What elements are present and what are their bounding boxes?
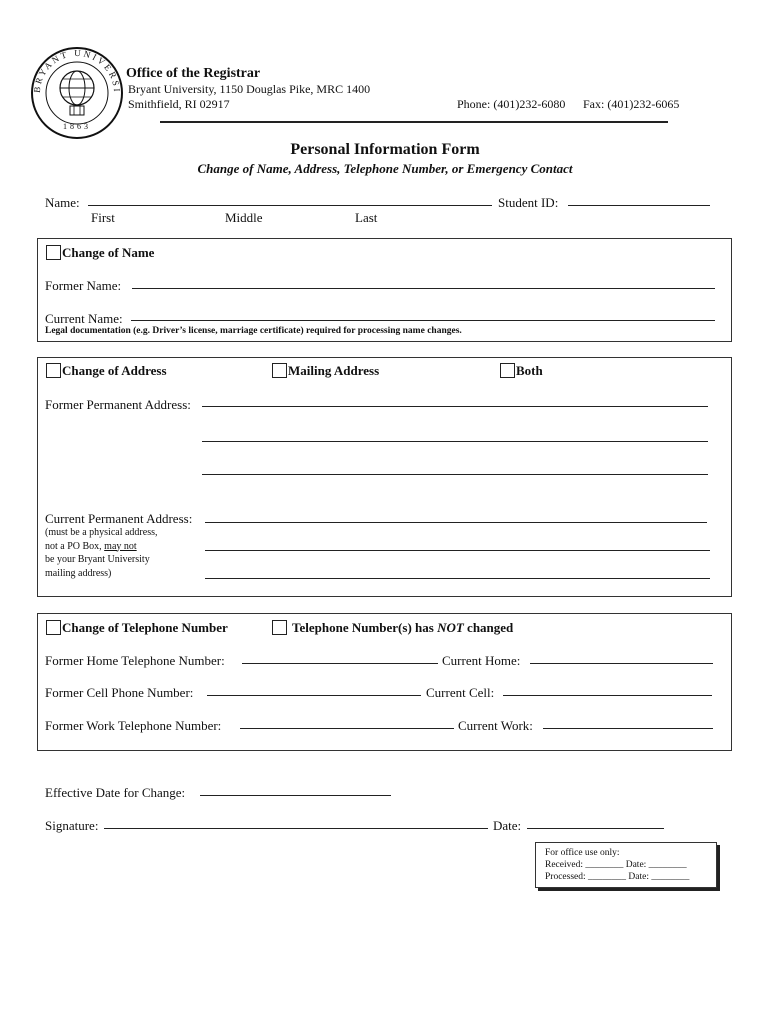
university-seal	[30, 46, 124, 140]
current-cell-label: Current Cell:	[426, 685, 495, 700]
current-address-line-2[interactable]	[205, 550, 710, 551]
former-address-line-1[interactable]	[202, 406, 708, 407]
former-name-label: Former Name:	[45, 278, 122, 293]
former-cell-label: Former Cell Phone Number:	[45, 685, 194, 700]
current-name-label: Current Name:	[45, 311, 123, 326]
office-use-content	[545, 847, 689, 883]
current-work-field[interactable]	[543, 728, 713, 729]
not-changed-emphasis: NOT	[437, 620, 464, 635]
former-name-field[interactable]	[132, 288, 715, 289]
office-use-processed: Processed: ________ Date: ________	[545, 872, 690, 882]
name-field[interactable]	[88, 205, 492, 206]
effective-date-field[interactable]	[200, 795, 391, 796]
form-subtitle: Change of Name, Address, Telephone Number, or Emergency Contact	[197, 161, 573, 176]
signature-label: Signature:	[45, 818, 99, 833]
address-note-text: not a PO Box,	[45, 540, 105, 552]
first-name-caption: First	[91, 210, 115, 225]
address-line-2: Smithfield, RI 02917	[128, 97, 230, 111]
former-work-phone-label: Former Work Telephone Number:	[45, 718, 222, 733]
office-title: Office of the Registrar	[126, 66, 261, 81]
current-home-label: Current Home:	[442, 653, 521, 668]
form-title: Personal Information Form	[290, 141, 480, 158]
address-note-line-1: (must be a physical address,	[45, 527, 158, 538]
effective-date-label: Effective Date for Change:	[45, 785, 186, 800]
telephone-not-changed-checkbox[interactable]	[272, 620, 287, 635]
current-name-field[interactable]	[131, 320, 715, 321]
address-note-line-2	[45, 540, 157, 554]
svg-text:BRYANT UNIVERSITY: BRYANT UNIVERSI	[31, 47, 123, 95]
former-address-line-2[interactable]	[202, 441, 708, 442]
current-home-field[interactable]	[530, 663, 713, 664]
current-cell-field[interactable]	[503, 695, 712, 696]
student-id-label: Student ID:	[498, 195, 559, 210]
address-note-may-not: may not	[104, 540, 137, 552]
address-note-line-4: mailing address)	[45, 567, 112, 579]
last-name-caption: Last	[355, 210, 378, 225]
current-address-line-1[interactable]	[205, 522, 707, 523]
fax-number: Fax: (401)232-6065	[583, 97, 680, 111]
not-changed-text-a: Telephone Number(s) has	[292, 620, 438, 635]
change-of-name-label: Change of Name	[62, 245, 155, 260]
change-of-name-checkbox[interactable]	[46, 245, 61, 260]
date-field[interactable]	[527, 828, 664, 829]
address-line-1: Bryant University, 1150 Douglas Pike, MRC 1400	[128, 82, 371, 96]
former-address-line-3[interactable]	[202, 474, 708, 475]
signature-field[interactable]	[104, 828, 488, 829]
change-of-address-label: Change of Address	[62, 363, 167, 378]
change-of-telephone-checkbox[interactable]	[46, 620, 61, 635]
both-label: Both	[516, 363, 543, 378]
telephone-not-changed-label	[292, 620, 513, 636]
former-home-phone-field[interactable]	[242, 663, 438, 664]
former-work-phone-field[interactable]	[240, 728, 454, 729]
former-home-phone-label: Former Home Telephone Number:	[45, 653, 225, 668]
svg-text:1863: 1863	[63, 122, 91, 131]
change-of-address-checkbox[interactable]	[46, 363, 61, 378]
student-id-field[interactable]	[568, 205, 710, 206]
name-label: Name:	[45, 195, 80, 210]
change-of-telephone-label: Change of Telephone Number	[62, 620, 228, 635]
current-address-label: Current Permanent Address:	[45, 511, 193, 526]
mailing-address-label: Mailing Address	[288, 363, 380, 378]
former-cell-field[interactable]	[207, 695, 421, 696]
office-use-received: Received: ________ Date: ________	[545, 860, 687, 870]
name-change-note: Legal documentation (e.g. Driver’s license, marriage certificate) required for processing name changes.	[45, 326, 462, 336]
middle-name-caption: Middle	[225, 210, 263, 225]
office-use-title: For office use only:	[545, 848, 620, 858]
date-label: Date:	[493, 818, 522, 833]
mailing-address-checkbox[interactable]	[272, 363, 287, 378]
header-divider	[160, 121, 668, 123]
former-address-label: Former Permanent Address:	[45, 397, 191, 412]
address-note	[45, 526, 157, 580]
phone-number: Phone: (401)232-6080	[457, 97, 566, 111]
address-note-line-3: be your Bryant University	[45, 554, 150, 565]
both-checkbox[interactable]	[500, 363, 515, 378]
current-work-label: Current Work:	[458, 718, 533, 733]
current-address-line-3[interactable]	[205, 578, 710, 579]
not-changed-text-c: changed	[463, 620, 514, 635]
